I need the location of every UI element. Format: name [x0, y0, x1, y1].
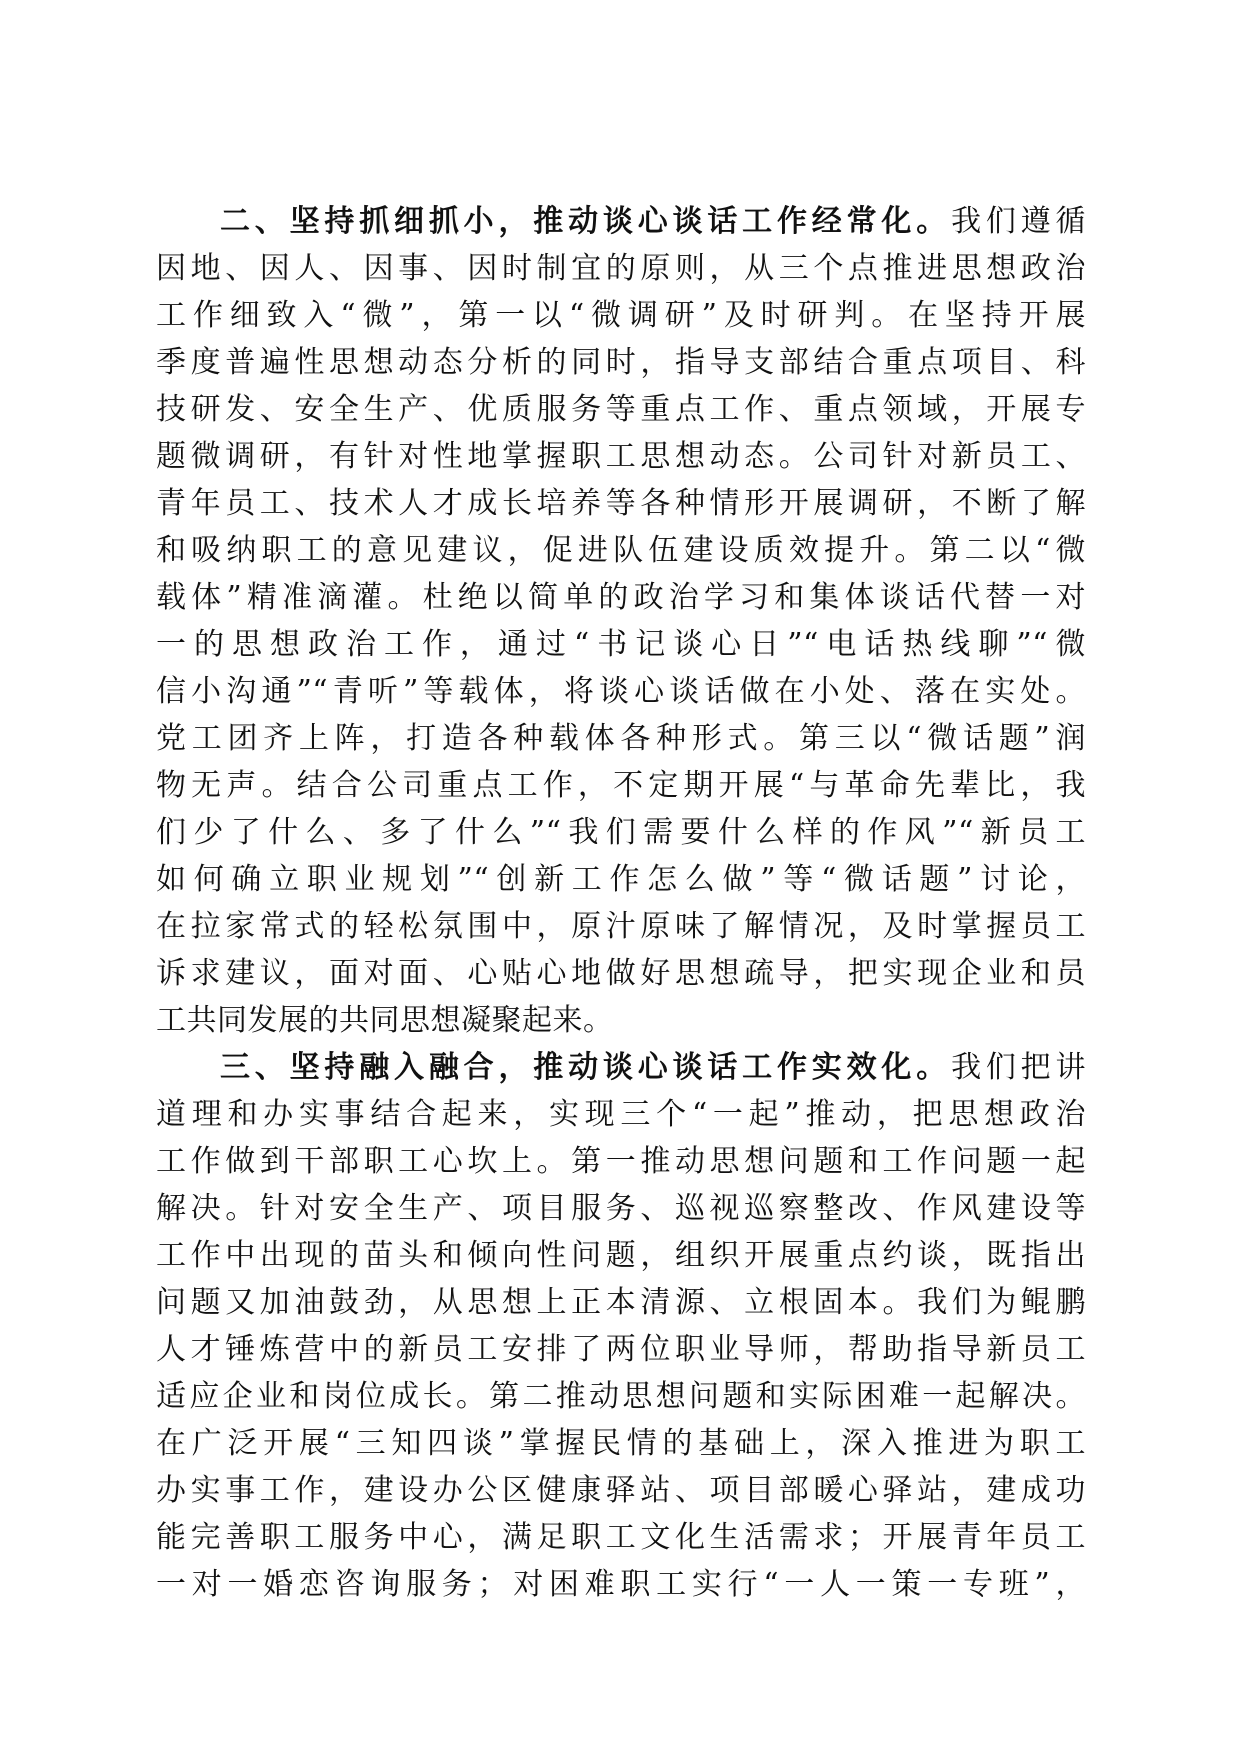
paragraph-line: 工作细致入“微”，第一以“微调研”及时研判。在坚持开展	[156, 298, 1086, 333]
paragraph-line: 和吸纳职工的意见建议，促进队伍建设质效提升。第二以“微	[156, 533, 1086, 568]
paragraph-line: 载体”精准滴灌。杜绝以简单的政治学习和集体谈话代替一对	[156, 580, 1086, 615]
paragraph-line: 适应企业和岗位成长。第二推动思想问题和实际困难一起解决。	[156, 1379, 1086, 1414]
paragraph-text: 我们遵循	[951, 204, 1086, 239]
paragraph-line: 在拉家常式的轻松氛围中，原汁原味了解情况，及时掌握员工	[156, 909, 1086, 944]
paragraph-line: 一的思想政治工作，通过“书记谈心日”“电话热线聊”“微	[156, 627, 1086, 662]
paragraph-line: 解决。针对安全生产、项目服务、巡视巡察整改、作风建设等	[156, 1191, 1086, 1226]
paragraph-line: 们少了什么、多了什么”“我们需要什么样的作风”“新员工	[156, 815, 1086, 850]
paragraph-line: 办实事工作，建设办公区健康驿站、项目部暖心驿站，建成功	[156, 1473, 1086, 1508]
paragraph-line: 信小沟通”“青听”等载体，将谈心谈话做在小处、落在实处。	[156, 674, 1086, 709]
section-heading: 二、坚持抓细抓小，推动谈心谈话工作经常化。	[220, 204, 952, 239]
document-body	[156, 198, 1086, 1608]
paragraph-line: 工共同发展的共同思想凝聚起来。	[156, 1003, 614, 1038]
paragraph-line: 工作中出现的苗头和倾向性问题，组织开展重点约谈，既指出	[156, 1238, 1086, 1273]
section-heading: 三、坚持融入融合，推动谈心谈话工作实效化。	[220, 1050, 952, 1085]
paragraph-line: 人才锤炼营中的新员工安排了两位职业导师，帮助指导新员工	[156, 1332, 1086, 1367]
paragraph-line: 工作做到干部职工心坎上。第一推动思想问题和工作问题一起	[156, 1144, 1086, 1179]
paragraph-text: 我们把讲	[951, 1050, 1086, 1085]
paragraph-line: 青年员工、技术人才成长培养等各种情形开展调研，不断了解	[156, 486, 1086, 521]
paragraph-line: 能完善职工服务中心，满足职工文化生活需求；开展青年员工	[156, 1520, 1086, 1555]
paragraph-line	[156, 1044, 1086, 1091]
paragraph-line: 技研发、安全生产、优质服务等重点工作、重点领域，开展专	[156, 392, 1086, 427]
paragraph-line: 诉求建议，面对面、心贴心地做好思想疏导，把实现企业和员	[156, 956, 1086, 991]
paragraph-line	[156, 198, 1086, 245]
paragraph-line: 道理和办实事结合起来，实现三个“一起”推动，把思想政治	[156, 1097, 1086, 1132]
paragraph-line: 因地、因人、因事、因时制宜的原则，从三个点推进思想政治	[156, 251, 1086, 286]
paragraph-line: 如何确立职业规划”“创新工作怎么做”等“微话题”讨论，	[156, 862, 1086, 897]
paragraph-line: 题微调研，有针对性地掌握职工思想动态。公司针对新员工、	[156, 439, 1086, 474]
paragraph-line: 党工团齐上阵，打造各种载体各种形式。第三以“微话题”润	[156, 721, 1086, 756]
paragraph-line: 物无声。结合公司重点工作，不定期开展“与革命先辈比，我	[156, 768, 1086, 803]
paragraph-line: 问题又加油鼓劲，从思想上正本清源、立根固本。我们为鲲鹏	[156, 1285, 1086, 1320]
paragraph-line: 季度普遍性思想动态分析的同时，指导支部结合重点项目、科	[156, 345, 1086, 380]
paragraph-line: 一对一婚恋咨询服务；对困难职工实行“一人一策一专班”，	[156, 1567, 1086, 1602]
paragraph-line: 在广泛开展“三知四谈”掌握民情的基础上，深入推进为职工	[156, 1426, 1086, 1461]
